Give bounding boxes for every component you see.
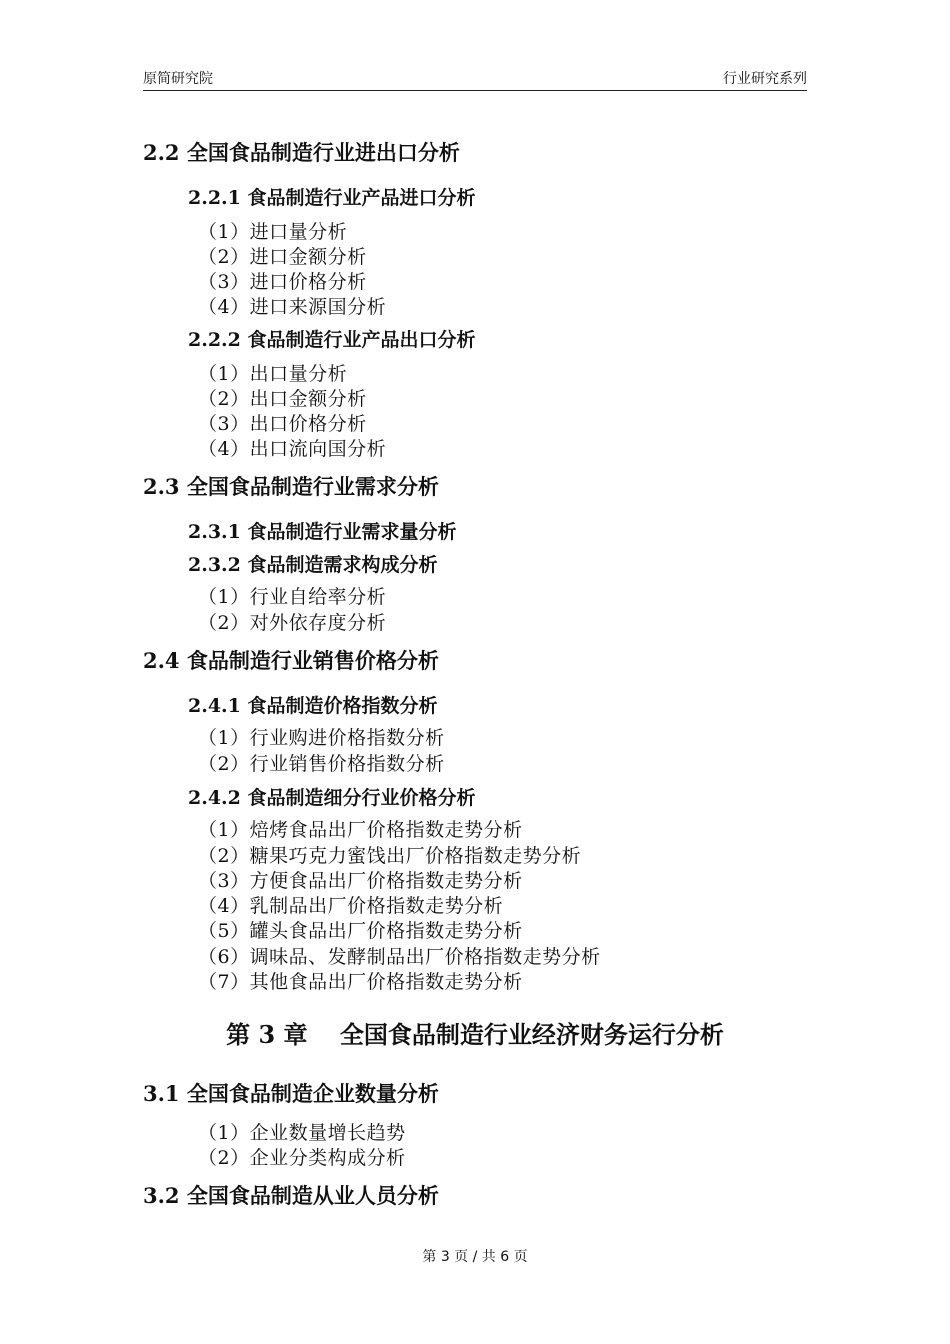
list-item: （2）糖果巧克力蜜饯出厂价格指数走势分析 — [198, 845, 582, 867]
page-number: 第 3 页 / 共 6 页 — [422, 1249, 528, 1265]
subsection-heading: 2.3.1 食品制造行业需求量分析 — [188, 521, 457, 543]
list-item: （2）出口金额分析 — [198, 388, 367, 410]
list-item: （5）罐头食品出厂价格指数走势分析 — [198, 920, 523, 942]
subsection-heading: 2.4.2 食品制造细分行业价格分析 — [188, 787, 476, 809]
list-item: （4）出口流向国分析 — [198, 438, 387, 460]
header-org-name: 原简研究院 — [143, 71, 213, 87]
list-item: （1）焙烤食品出厂价格指数走势分析 — [198, 819, 523, 841]
list-item: （3）方便食品出厂价格指数走势分析 — [198, 870, 523, 892]
list-item: （2）对外依存度分析 — [198, 612, 387, 634]
list-item: （3）出口价格分析 — [198, 413, 367, 435]
list-item: （1）行业购进价格指数分析 — [198, 727, 445, 749]
subsection-heading: 2.3.2 食品制造需求构成分析 — [188, 554, 438, 576]
list-item: （1）进口量分析 — [198, 221, 348, 243]
chapter-title: 第 3 章 全国食品制造行业经济财务运行分析 — [226, 1020, 724, 1049]
list-item: （1）行业自给率分析 — [198, 586, 387, 608]
header-series-name: 行业研究系列 — [723, 71, 807, 87]
list-item: （4）乳制品出厂价格指数走势分析 — [198, 895, 504, 917]
list-item: （1）出口量分析 — [198, 363, 348, 385]
list-item: （6）调味品、发酵制品出厂价格指数走势分析 — [198, 946, 601, 968]
subsection-heading: 2.4.1 食品制造价格指数分析 — [188, 695, 438, 717]
section-heading: 2.2 全国食品制造行业进出口分析 — [143, 140, 460, 165]
section-heading: 2.3 全国食品制造行业需求分析 — [143, 474, 439, 499]
subsection-heading: 2.2.2 食品制造行业产品出口分析 — [188, 329, 476, 351]
section-heading: 3.1 全国食品制造企业数量分析 — [143, 1081, 439, 1106]
list-item: （3）进口价格分析 — [198, 271, 367, 293]
subsection-heading: 2.2.1 食品制造行业产品进口分析 — [188, 187, 476, 209]
list-item: （4）进口来源国分析 — [198, 296, 387, 318]
section-heading: 3.2 全国食品制造从业人员分析 — [143, 1183, 439, 1208]
list-item: （2）进口金额分析 — [198, 246, 367, 268]
list-item: （1）企业数量增长趋势 — [198, 1122, 406, 1144]
section-heading: 2.4 食品制造行业销售价格分析 — [143, 648, 439, 673]
header-divider — [143, 90, 807, 91]
list-item: （2）行业销售价格指数分析 — [198, 753, 445, 775]
list-item: （7）其他食品出厂价格指数走势分析 — [198, 971, 523, 993]
list-item: （2）企业分类构成分析 — [198, 1147, 406, 1169]
